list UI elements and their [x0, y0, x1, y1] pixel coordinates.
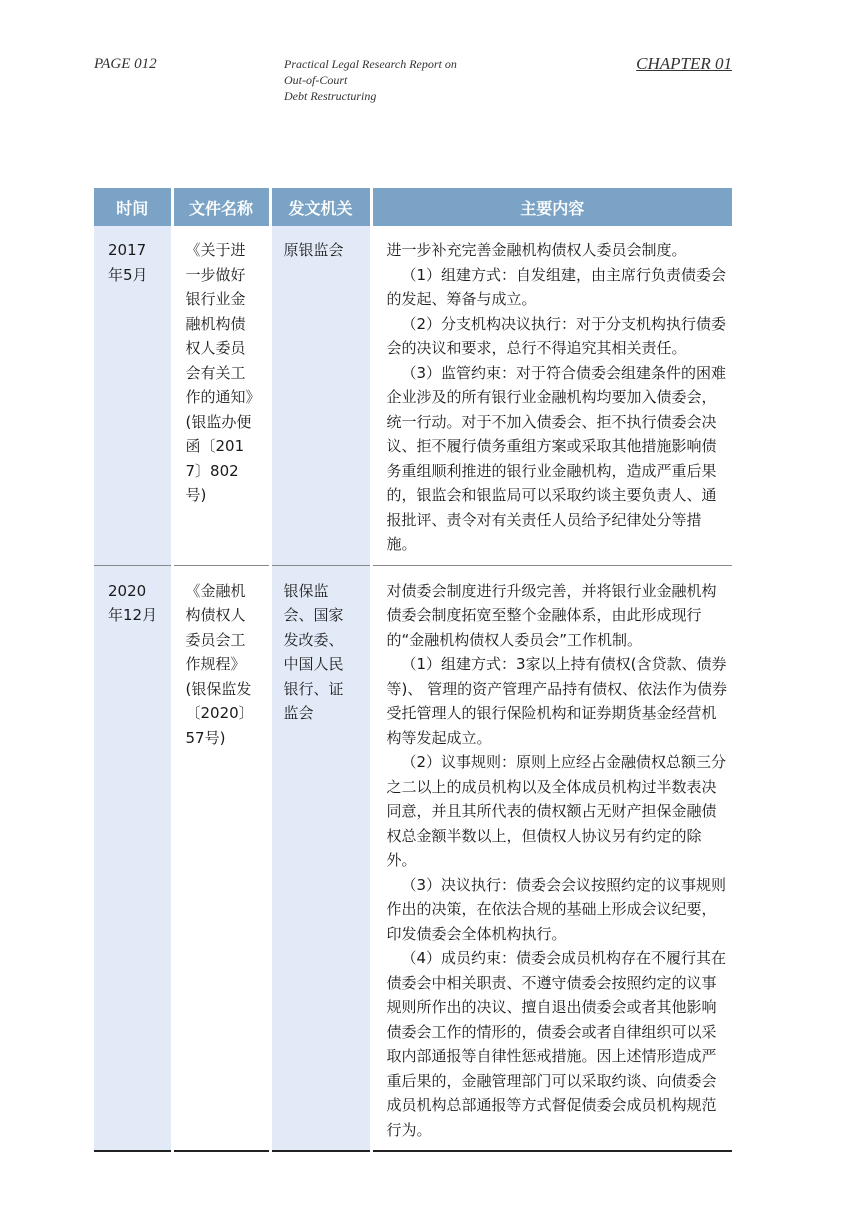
content-paragraph: （1）组建方式：3家以上持有债权(含贷款、债券等)、 管理的资产管理产品持有债权、依法作为债券受托管理人的银行保险机构和证券期货基金经营机构等发起成立。 [386, 655, 728, 747]
content-paragraph: （2）分支机构决议执行：对于分支机构执行债委会的决议和要求，总行不得追究其相关责任。 [386, 314, 727, 357]
content-paragraph: （2）议事规则：原则上应经占金融债权总额三分之二以上的成员机构以及全体成员机构过半数表决同意，并且其所代表的债权额占无财产担保金融债权总金额半数以上，但债权人协议另有约定的除外。 [386, 753, 727, 869]
cell-document [172, 226, 270, 565]
cell-issuer [270, 226, 371, 565]
cell-time [94, 565, 172, 1151]
content-paragraph: （4）成员约束：债委会成员机构存在不履行其在债委会中相关职责、不遵守债委会按照约定的议事规则所作出的决议、擅自退出债委会或者其他影响债委会工作的情形的，债委会或者自律组织可以采取内部通报等自律性惩戒措施。因上述情形造成严重后果的，金融管理部门可以采取约谈、向债委会成员机构总部通报等方式督促债委会成员机构规范行为。 [386, 949, 727, 1139]
cell-content [371, 226, 732, 565]
cell-document [172, 565, 270, 1151]
column-header-content: 主要内容 [371, 188, 732, 226]
column-header-time: 时间 [94, 188, 172, 226]
content-paragraph: （1）组建方式：自发组建，由主席行负责债委会的发起、筹备与成立。 [386, 265, 727, 308]
cell-issuer [270, 565, 371, 1151]
column-header-issuer: 发文机关 [270, 188, 371, 226]
document-title: 《关于进一步做好银行业金融机构债权人委员会有关工作的通知》(银监办便函〔2017〕802号) [185, 241, 254, 504]
content-paragraph: 对债委会制度进行升级完善，并将银行业金融机构债委会制度拓宽至整个金融体系，由此形成现行的“金融机构债权人委员会”工作机制。 [386, 581, 717, 649]
content-paragraph: （3）决议执行：债委会会议按照约定的议事规则作出的决策，在依法合规的基础上形成会议纪要，印发债委会全体机构执行。 [386, 875, 727, 943]
report-title-line: Debt Restructuring [284, 89, 377, 103]
chapter-label: CHAPTER 01 [636, 54, 732, 73]
report-title-line: Out-of-Court [284, 73, 348, 87]
issuer-text: 银保监会、国家发改委、中国人民银行、证监会 [283, 581, 344, 722]
cell-content [371, 565, 732, 1151]
regulations-table [94, 188, 732, 1152]
content-paragraph: （3）监管约束：对于符合债委会组建条件的困难企业涉及的所有银行业金融机构均要加入债委会，统一行动。对于不加入债委会、拒不执行债委会决议、拒不履行债务重组方案或采取其他措施影响债务重组顺利推进的银行业金融机构，造成严重后果的，银监会和银监局可以采取约谈主要负责人、通报批评、责令对有关责任人员给予纪律处分等措施。 [386, 363, 727, 553]
table-header-row [94, 188, 732, 226]
document-title: 《金融机构债权人委员会工作规程》(银保监发〔2020〕57号) [185, 581, 254, 747]
table-row [94, 226, 732, 565]
issuer-text: 原银监会 [283, 241, 344, 259]
column-header-document: 文件名称 [172, 188, 270, 226]
time-text: 2020年12月 [108, 581, 158, 624]
time-text: 2017年5月 [108, 241, 148, 284]
report-title-line: Practical Legal Research Report on [284, 57, 457, 71]
report-title [284, 56, 457, 104]
table-row [94, 565, 732, 1151]
content-paragraph: 进一步补充完善金融机构债权人委员会制度。 [386, 241, 687, 259]
cell-time [94, 226, 172, 565]
page-number: PAGE 012 [94, 56, 157, 72]
